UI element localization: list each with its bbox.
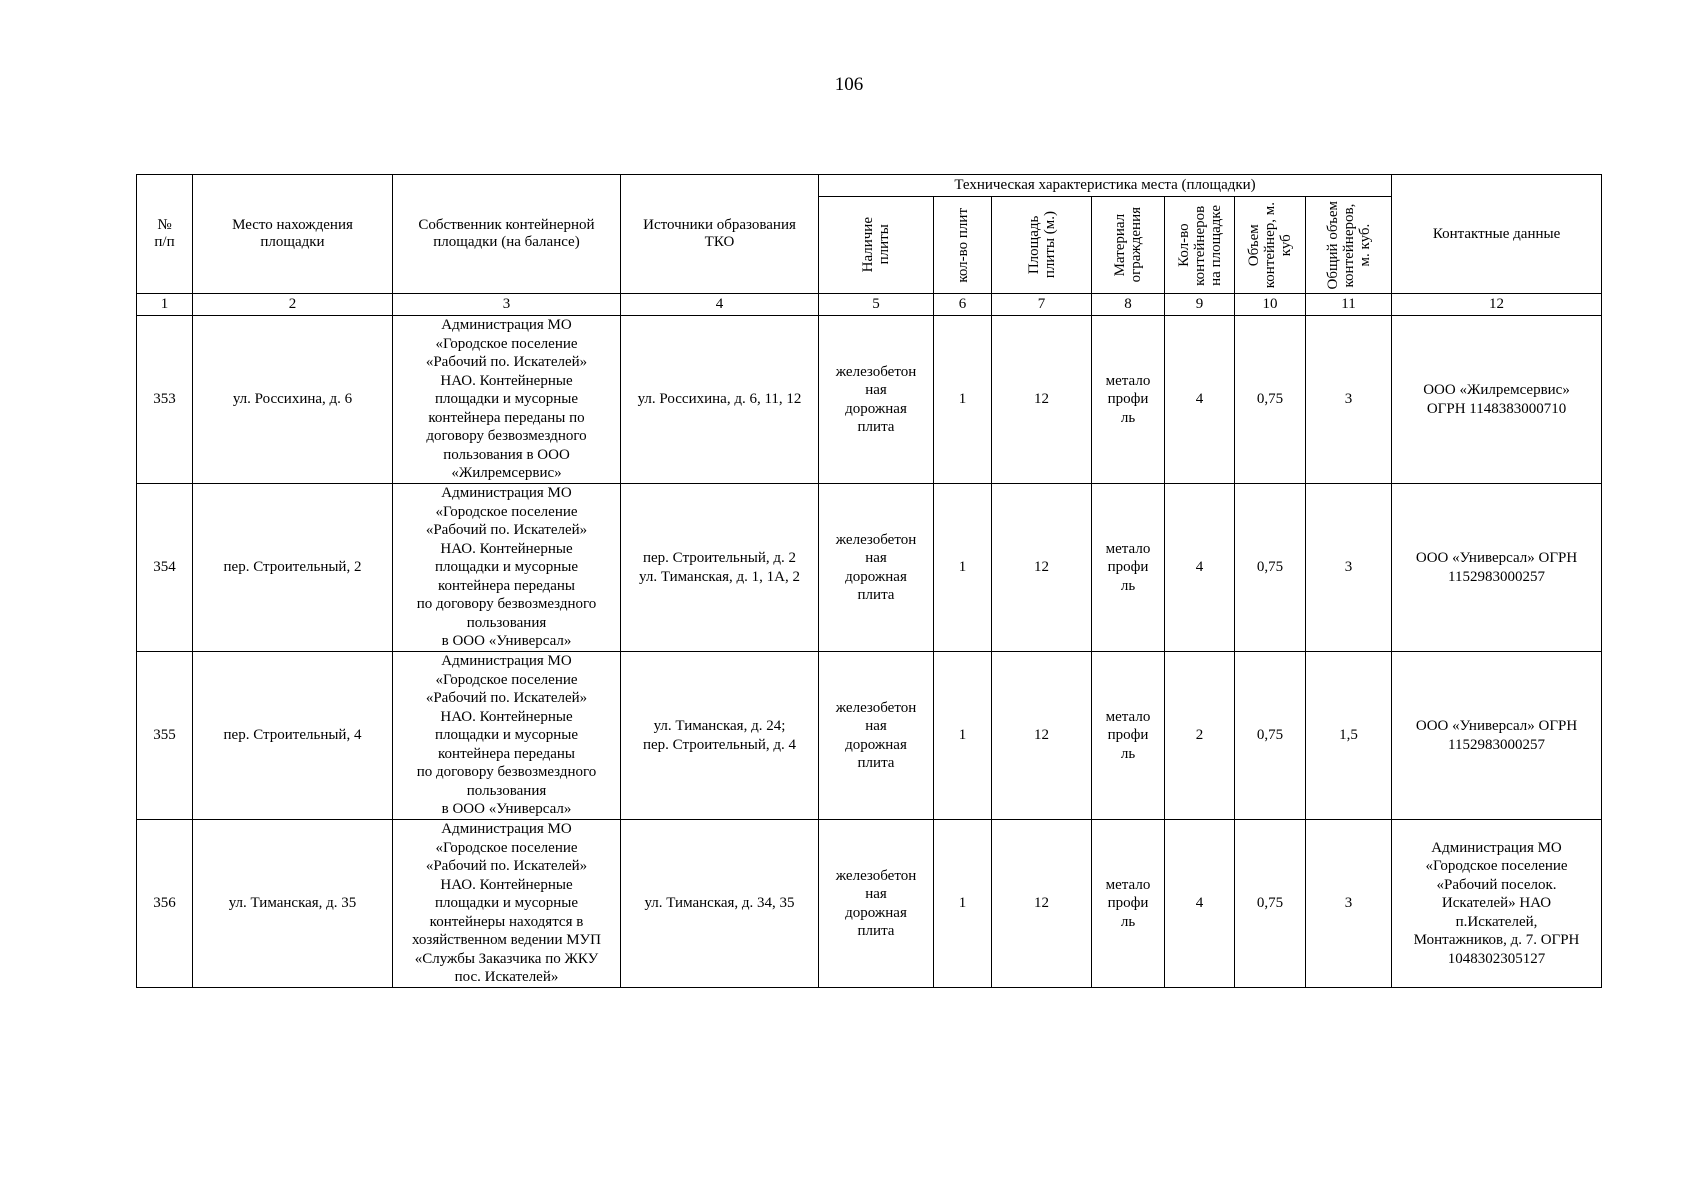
cell-sources: ул. Россихина, д. 6, 11, 12: [621, 316, 819, 484]
header-slab-area: [992, 197, 1092, 294]
header-total-volume: [1306, 197, 1392, 294]
cell-location: ул. Россихина, д. 6: [193, 316, 393, 484]
column-number: 4: [621, 294, 819, 316]
header-owner: Собственник контейнерной площадки (на балансе): [393, 175, 621, 294]
cell-slab: железобетон ная дорожная плита: [819, 820, 934, 988]
cell-fence: метало профи ль: [1092, 820, 1165, 988]
column-number-row: [137, 294, 1602, 316]
cell-total-volume: 3: [1306, 820, 1392, 988]
cell-num: 355: [137, 652, 193, 820]
header-slab-presence-text: Наличие плиты: [860, 217, 892, 273]
cell-fence: метало профи ль: [1092, 316, 1165, 484]
header-row-top: [137, 175, 1602, 197]
column-number: 1: [137, 294, 193, 316]
column-number: 8: [1092, 294, 1165, 316]
cell-sources: ул. Тиманская, д. 24; пер. Строительный, д. 4: [621, 652, 819, 820]
cell-slab-count: 1: [934, 652, 992, 820]
header-container-volume-text: Объем контейнер, м. куб: [1246, 201, 1294, 289]
cell-slab: железобетон ная дорожная плита: [819, 652, 934, 820]
cell-fence: метало профи ль: [1092, 652, 1165, 820]
cell-location: пер. Строительный, 4: [193, 652, 393, 820]
header-fence-material: [1092, 197, 1165, 294]
cell-container-volume: 0,75: [1235, 652, 1306, 820]
column-number: 5: [819, 294, 934, 316]
table-row: [137, 484, 1602, 652]
cell-slab-area: 12: [992, 652, 1092, 820]
cell-container-count: 4: [1165, 316, 1235, 484]
cell-slab-count: 1: [934, 820, 992, 988]
cell-num: 356: [137, 820, 193, 988]
cell-owner: Администрация МО «Городское поселение «Рабочий по. Искателей» НАО. Контейнерные площадки и мусорные контейнера переданы по договору безвозмездного пользования в ООО «Жилремсервис»: [393, 316, 621, 484]
table-row: [137, 652, 1602, 820]
cell-container-count: 2: [1165, 652, 1235, 820]
column-number: 3: [393, 294, 621, 316]
header-slab-count-text: кол-во плит: [954, 207, 971, 283]
cell-location: пер. Строительный, 2: [193, 484, 393, 652]
header-slab-presence: [819, 197, 934, 294]
cell-owner: Администрация МО «Городское поселение «Рабочий по. Искателей» НАО. Контейнерные площадки и мусорные контейнера переданы по договору безвозмездного пользования в ООО «Универсал»: [393, 652, 621, 820]
header-container-volume: [1235, 197, 1306, 294]
cell-location: ул. Тиманская, д. 35: [193, 820, 393, 988]
cell-slab-count: 1: [934, 484, 992, 652]
table-row: [137, 316, 1602, 484]
cell-contacts: ООО «Универсал» ОГРН 1152983000257: [1392, 484, 1602, 652]
header-sources: Источники образования ТКО: [621, 175, 819, 294]
header-slab-area-text: Площадь плиты (м.): [1025, 211, 1058, 279]
cell-contacts: ООО «Жилремсервис» ОГРН 1148383000710: [1392, 316, 1602, 484]
table-row: [137, 820, 1602, 988]
cell-sources: ул. Тиманская, д. 34, 35: [621, 820, 819, 988]
cell-slab-area: 12: [992, 820, 1092, 988]
cell-num: 354: [137, 484, 193, 652]
column-number: 9: [1165, 294, 1235, 316]
cell-sources: пер. Строительный, д. 2 ул. Тиманская, д. 1, 1А, 2: [621, 484, 819, 652]
column-number: 12: [1392, 294, 1602, 316]
page-number: 106: [834, 74, 864, 95]
header-contacts: Контактные данные: [1392, 175, 1602, 294]
cell-total-volume: 3: [1306, 316, 1392, 484]
cell-container-volume: 0,75: [1235, 316, 1306, 484]
cell-container-volume: 0,75: [1235, 484, 1306, 652]
cell-contacts: ООО «Универсал» ОГРН 1152983000257: [1392, 652, 1602, 820]
cell-owner: Администрация МО «Городское поселение «Рабочий по. Искателей» НАО. Контейнерные площадки и мусорные контейнера переданы по договору безвозмездного пользования в ООО «Универсал»: [393, 484, 621, 652]
header-container-count: [1165, 197, 1235, 294]
header-slab-count: [934, 197, 992, 294]
cell-container-count: 4: [1165, 484, 1235, 652]
column-number: 10: [1235, 294, 1306, 316]
header-tech-group: Техническая характеристика места (площадки): [819, 175, 1392, 197]
cell-slab-count: 1: [934, 316, 992, 484]
header-fence-material-text: Материал ограждения: [1112, 207, 1144, 283]
cell-total-volume: 1,5: [1306, 652, 1392, 820]
cell-contacts: Администрация МО «Городское поселение «Рабочий поселок. Искателей» НАО п.Искателей, Монтажников, д. 7. ОГРН 1048302305127: [1392, 820, 1602, 988]
cell-num: 353: [137, 316, 193, 484]
container-sites-table: [136, 174, 1602, 988]
cell-container-volume: 0,75: [1235, 820, 1306, 988]
cell-slab: железобетон ная дорожная плита: [819, 484, 934, 652]
column-number: 6: [934, 294, 992, 316]
cell-fence: метало профи ль: [1092, 484, 1165, 652]
cell-total-volume: 3: [1306, 484, 1392, 652]
column-number: 11: [1306, 294, 1392, 316]
header-location: Место нахождения площадки: [193, 175, 393, 294]
cell-slab: железобетон ная дорожная плита: [819, 316, 934, 484]
cell-container-count: 4: [1165, 820, 1235, 988]
cell-slab-area: 12: [992, 316, 1092, 484]
cell-owner: Администрация МО «Городское поселение «Рабочий по. Искателей» НАО. Контейнерные площадки и мусорные контейнеры находятся в хозяйственном ведении МУП «Службы Заказчика по ЖКУ пос. Искателей»: [393, 820, 621, 988]
header-container-count-text: Кол-во контейнеров на площадке: [1175, 204, 1224, 286]
header-num: № п/п: [137, 175, 193, 294]
header-total-volume-text: Общий объем контейнеров, м. куб.: [1324, 200, 1373, 290]
cell-slab-area: 12: [992, 484, 1092, 652]
column-number: 7: [992, 294, 1092, 316]
column-number: 2: [193, 294, 393, 316]
